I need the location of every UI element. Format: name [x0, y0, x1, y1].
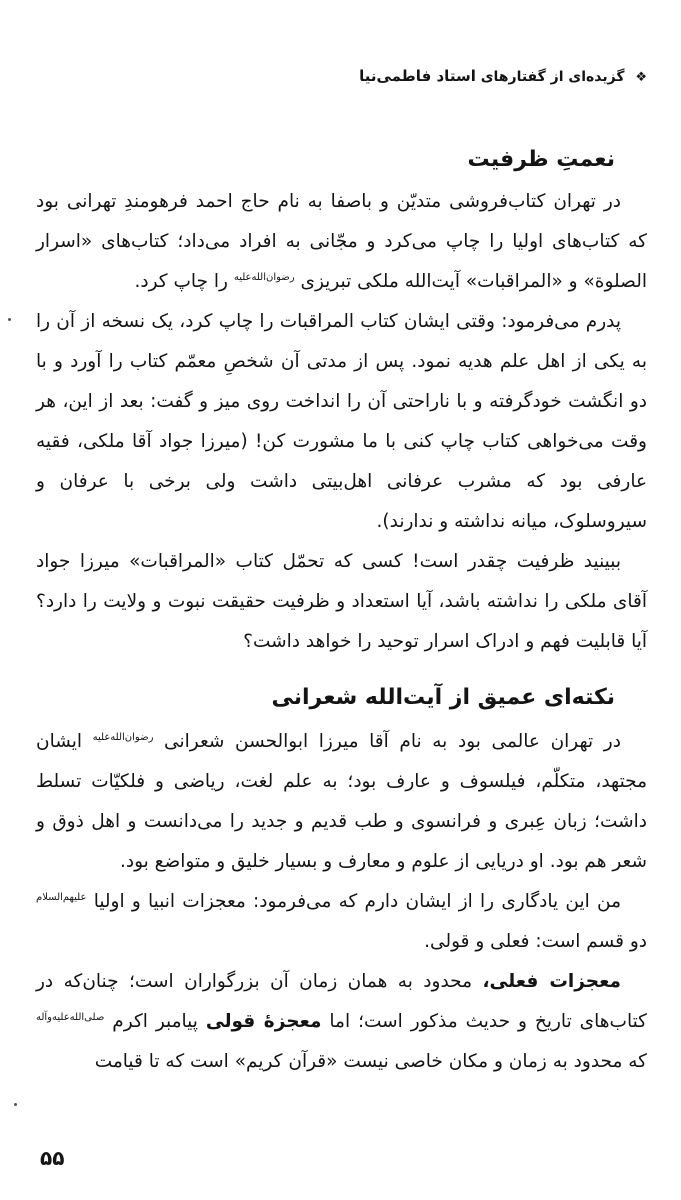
header-author: استاد فاطمی‌نیا — [359, 67, 476, 85]
paragraph — [36, 962, 647, 1082]
paragraph-text: من این یادگاری را از ایشان دارم که می‌فرمود: معجزات انبیا و اولیا — [93, 891, 621, 912]
bold-term: معجزات فعلی، — [482, 971, 621, 992]
running-header — [34, 64, 647, 90]
paragraph-text: دو قسم است: فعلی و قولی. — [424, 931, 647, 952]
scan-speck — [8, 318, 11, 321]
section-body-shaarani — [36, 722, 647, 1082]
honorific-glyph: علیهم‌السلام — [36, 891, 87, 903]
honorific-glyph: صلی‌الله‌علیه‌وآله — [36, 1011, 105, 1023]
section-body-capacity — [36, 182, 647, 662]
paragraph-text: که محدود به زمان و مکان خاصی نیست «قرآن کریم» است که تا قیامت — [94, 1051, 647, 1072]
paragraph — [36, 722, 647, 882]
paragraph: ببینید ظرفیت چقدر است! کسی که تحمّل کتاب «المراقبات» میرزا جواد آقای ملکی را نداشته باشد، آیا استعداد و ظرفیت حقیقت نبوت و ولایت را دارد؟ آیا قابلیت فهم و ادراک اسرار توحید را خواهد داشت؟ — [36, 551, 647, 652]
header-prefix: گزیده‌ای از گفتارهای — [480, 69, 625, 85]
scan-speck — [14, 1103, 17, 1106]
paragraph-text: پیامبر اکرم — [112, 1011, 198, 1032]
paragraph-text: را چاپ کرد. — [134, 271, 228, 292]
paragraph — [36, 182, 647, 302]
section-title-capacity: نعمتِ ظرفیت — [467, 147, 615, 172]
paragraph-text: در تهران کتاب‌فروشی متدیّن و باصفا به نام حاج احمد فرهومندِ تهرانی بود که کتاب‌های اولیا را چاپ می‌کرد و مجّانی به افراد می‌داد؛ کتاب‌های «اسرار الصلوة» و «المراقبات» آیت‌الله ملکی تبریزی — [36, 191, 647, 292]
section-title-shaarani: نکته‌ای عمیق از آیت‌الله شعرانی — [271, 685, 615, 710]
page-number: ۵۵ — [40, 1146, 65, 1170]
paragraph-text: محدود به همان زمان آن بزرگواران است؛ چنان‌که در کتاب‌های تاریخ و حدیث مذکور است؛ اما — [36, 971, 647, 1032]
honorific-glyph: رضوان‌الله‌علیه — [92, 731, 154, 743]
paragraph — [36, 882, 647, 962]
ornament-icon: ❖ — [635, 70, 647, 85]
paragraph-text: ایشان مجتهد، متکلّم، فیلسوف و عارف بود؛ به علم لغت، ریاضی و فلکیّات تسلط داشت؛ زبان عِبری و فرانسوی و طب قدیم و جدید را می‌دانست و اهل ذوق و شعر هم بود. او دریایی از علوم و معارف و بسیار خلیق و متواضع بود. — [36, 731, 647, 872]
bold-term: معجزهٔ قولی — [205, 1011, 322, 1032]
paragraph: پدرم می‌فرمود: وقتی ایشان کتاب المراقبات را چاپ کرد، یک نسخه از آن را به یکی از اهل علم هدیه نمود. پس از مدتی آن شخصِ معمّم کتاب را آورد و با دو انگشت خودگرفته و با ناراحتی آن را انداخت روی میز و گفت: بعد از این، هر وقت می‌خواهی کتاب چاپ کنی با ما مشورت کن! (میرزا جواد آقا ملکی، فقیه عارفی بود که مشرب عرفانی اهل‌بیتی داشت ولی برخی با عرفان و سیروسلوک، میانه نداشته و ندارند). — [36, 311, 647, 532]
paragraph-text: در تهران عالمی بود به نام آقا میرزا ابوالحسن شعرانی — [164, 731, 621, 752]
honorific-glyph: رضوان‌الله‌علیه — [233, 271, 295, 283]
